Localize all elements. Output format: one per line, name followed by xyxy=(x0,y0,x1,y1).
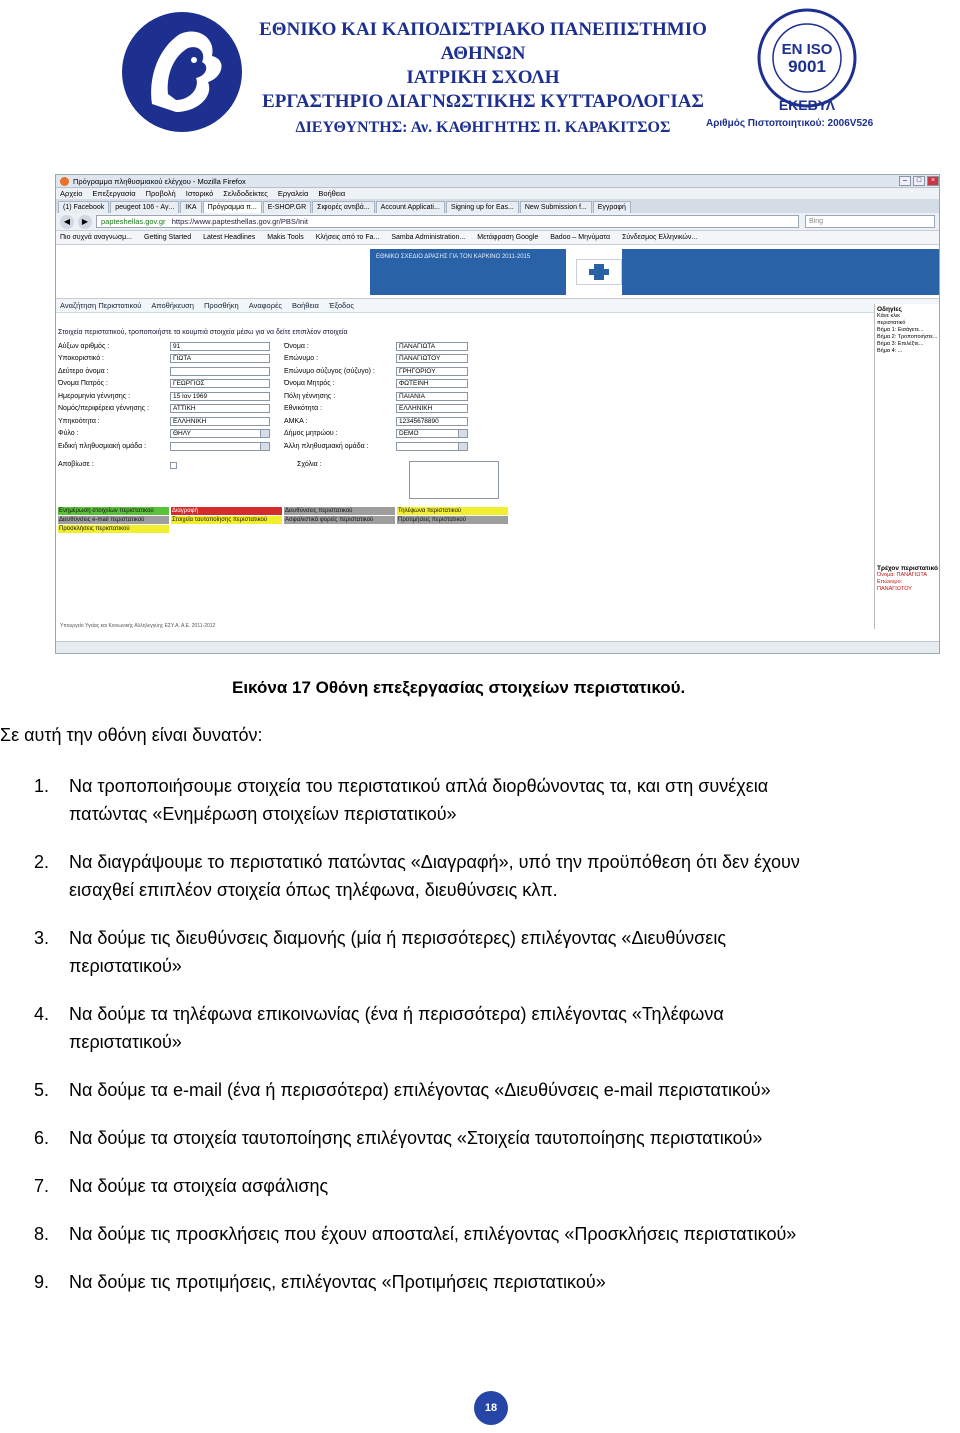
field-label: Όνομα Πατρός : xyxy=(58,380,108,388)
url-host: papteshellas.gov.gr xyxy=(101,217,166,226)
close-icon[interactable]: × xyxy=(927,176,939,186)
list-text: περιστατικού» xyxy=(69,1032,182,1052)
current-patient-title: Τρέχον περιστατικό xyxy=(877,565,938,572)
municipality-select[interactable]: DEMO xyxy=(396,429,468,438)
patient-form xyxy=(58,327,868,647)
birth-region-field[interactable]: ΑΤΤΙΚΗ xyxy=(170,404,270,413)
field-label: Όνομα : xyxy=(284,342,309,350)
nav-item[interactable]: Αποθήκευση xyxy=(151,301,194,310)
middle-name-field[interactable] xyxy=(170,367,270,376)
list-number: 6. xyxy=(34,1128,50,1148)
intro-paragraph: Σε αυτή την οθόνη είναι δυνατόν: xyxy=(0,725,263,745)
browser-tab[interactable]: peugeot 106 - Αγ... xyxy=(110,201,179,213)
surname-field[interactable]: ΠΑΝΑΓΙΩΤΟΥ xyxy=(396,354,468,363)
browser-tab[interactable]: Signing up for Eas... xyxy=(446,201,519,213)
list-item xyxy=(34,848,954,904)
status-bar xyxy=(56,641,939,653)
browser-tab[interactable]: Σιφορές αντιβά... xyxy=(312,201,375,213)
menu-item[interactable]: Βοήθεια xyxy=(318,189,346,198)
list-number: 9. xyxy=(34,1272,50,1292)
mother-name-field[interactable]: ΦΩΤΕΙΝΗ xyxy=(396,379,468,388)
current-patient-item: Επώνυμο: ΠΑΝΑΓΙΩΤΟΥ xyxy=(877,579,912,592)
banner-strip xyxy=(622,249,939,295)
field-label: Νομός/περιφέρεια γέννησης : xyxy=(58,405,149,413)
field-label: Πόλη γέννησης : xyxy=(284,392,336,400)
field-label: Επώνυμο σύζυγος (σύζυγο) : xyxy=(284,367,375,375)
document-header xyxy=(0,0,960,150)
email-addresses-button[interactable]: Διευθύνσεις e-mail περιστατικού xyxy=(58,516,169,524)
list-text: Να δούμε τα στοιχεία ταυτοποίησης επιλέγοντας «Στοιχεία ταυτοποίησης περιστατικού» xyxy=(69,1128,763,1148)
instructions-sidebar xyxy=(874,304,940,629)
bookmark-item[interactable]: Badoo – Μηνύματα xyxy=(550,234,611,241)
university-logo-icon xyxy=(118,8,246,136)
serial-number-field[interactable]: 91 xyxy=(170,342,270,351)
svg-text:9001: 9001 xyxy=(788,57,826,76)
field-label: Φύλο : xyxy=(58,430,79,438)
sidebar-title: Οδηγίες xyxy=(877,306,902,313)
site-banner xyxy=(56,245,939,299)
amka-field[interactable]: 12345678890 xyxy=(396,417,468,426)
list-number: 7. xyxy=(34,1176,50,1196)
nav-item[interactable]: Έξοδος xyxy=(328,301,354,310)
field-label: Υπηκοότητα : xyxy=(58,417,100,425)
menu-item[interactable]: Εργαλεία xyxy=(277,189,309,198)
current-patient-item: Όνομα: ΠΑΝΑΓΙΩΤΑ xyxy=(877,572,928,578)
list-text: Να δούμε τα e-mail (ένα ή περισσότερα) επιλέγοντας «Διευθύνσεις e-mail περιστατικού» xyxy=(69,1080,771,1100)
search-input[interactable]: Bing xyxy=(805,215,935,228)
window-title: Πρόγραμμα πληθυσμιακού ελέγχου - Mozilla Firefox xyxy=(73,176,246,186)
field-label: Ειδική πληθυσμιακή ομάδα : xyxy=(58,442,147,450)
bookmark-item[interactable]: Latest Headlines xyxy=(203,234,256,241)
list-number: 1. xyxy=(34,776,50,796)
special-group-select[interactable] xyxy=(170,442,270,451)
field-label: Ημερομηνία γέννησης : xyxy=(58,392,131,400)
sidebar-item: Βήμα 4: ... xyxy=(877,348,903,354)
deceased-label: Αποβίωσε : xyxy=(58,460,94,468)
sidebar-item: περιστατικό xyxy=(877,320,906,326)
first-name-field[interactable]: ΠΑΝΑΓΙΩΤΑ xyxy=(396,342,468,351)
nav-item[interactable]: Αναζήτηση Περιστατικού xyxy=(60,301,142,310)
field-label: ΑΜΚΑ : xyxy=(284,417,308,425)
firefox-icon xyxy=(60,177,69,186)
maximize-icon[interactable]: □ xyxy=(913,176,925,186)
navigation-bar xyxy=(56,213,939,231)
bookmark-item[interactable]: Σύνδεσμος Ελληνικών... xyxy=(622,234,698,241)
update-patient-button[interactable]: Ενημέρωση στοιχείων περιστατικού xyxy=(58,507,169,515)
sidebar-item: Βήμα 2: Τροποποιήστε... xyxy=(877,334,938,340)
browser-screenshot xyxy=(55,174,940,654)
preferences-button[interactable]: Προτιμήσεις περιστατικού xyxy=(397,516,508,524)
addresses-button[interactable]: Διευθύνσεις περιστατικού xyxy=(284,507,395,515)
phones-button[interactable]: Τηλέφωνα περιστατικού xyxy=(397,507,508,515)
list-number: 8. xyxy=(34,1224,50,1244)
citizenship-field[interactable]: ΕΛΛΗΝΙΚΗ xyxy=(170,417,270,426)
menu-item[interactable]: Σελιδοδείκτες xyxy=(223,189,268,198)
list-item xyxy=(34,1124,954,1152)
header-line-1: ΕΘΝΙΚΟ ΚΑΙ ΚΑΠΟΔΙΣΤΡΙΑΚΟ ΠΑΝΕΠΙΣΤΗΜΙΟ xyxy=(259,19,707,40)
field-label: Εθνικότητα : xyxy=(284,405,323,413)
bookmark-item[interactable]: Πιο συχνά αναγνωσμ... xyxy=(60,234,133,241)
list-item xyxy=(34,1220,954,1248)
insurance-button[interactable]: Ασφαλιστικά φορείς περιστατικού xyxy=(284,516,395,524)
nav-item[interactable]: Αναφορές xyxy=(248,301,282,310)
invitations-button[interactable]: Προσκλήσεις περιστατικού xyxy=(58,525,169,533)
bookmark-item[interactable]: Samba Administration... xyxy=(391,234,466,241)
svg-text:EN ISO: EN ISO xyxy=(781,41,833,58)
list-item xyxy=(34,1268,954,1296)
window-titlebar xyxy=(56,175,939,188)
header-line-5: ΔΙΕΥΘΥΝΤΗΣ: Αν. ΚΑΘΗΓΗΤΗΣ Π. ΚΑΡΑΚΙΤΣΟΣ xyxy=(295,119,671,136)
browser-tab[interactable]: New Submission f... xyxy=(520,201,592,213)
iso-certification-seal-icon xyxy=(748,6,866,114)
nickname-field[interactable]: ΓΙΩΤΑ xyxy=(170,354,270,363)
field-label: Όνομα Μητρός : xyxy=(284,380,335,388)
list-text: Να δούμε τα στοιχεία ασφάλισης xyxy=(69,1176,329,1196)
notes-label: Σχόλια : xyxy=(297,460,322,468)
svg-text:ΕΚΕΒΥΛ: ΕΚΕΒΥΛ xyxy=(778,97,836,113)
sex-select[interactable]: ΘΗΛΥ xyxy=(170,429,270,438)
list-text: Να δούμε τις διευθύνσεις διαμονής (μία ή περισσότερες) επιλέγοντας «Διευθύνσεις xyxy=(69,928,726,948)
menu-item[interactable]: Επεξεργασία xyxy=(92,189,136,198)
list-item xyxy=(34,1000,954,1056)
list-text: Να δούμε τις προσκλήσεις που έχουν αποσταλεί, επιλέγοντας «Προσκλήσεις περιστατικού» xyxy=(69,1224,797,1244)
field-label: Αύξων αριθμός : xyxy=(58,342,110,350)
birth-city-field[interactable]: ΠΑΙΑΝΙΑ xyxy=(396,392,468,401)
sidebar-item: Βήμα 3: Επιλέξτε... xyxy=(877,341,924,347)
list-text: πατώντας «Ενημέρωση στοιχείων περιστατικού» xyxy=(69,804,457,824)
capabilities-list xyxy=(34,772,954,1296)
ministry-cross-icon xyxy=(576,259,622,285)
list-number: 2. xyxy=(34,852,50,872)
tab-strip xyxy=(56,199,939,213)
list-text: εισαχθεί επιπλέον στοιχεία όπως τηλέφωνα, διευθύνσεις κλπ. xyxy=(69,880,558,900)
spouse-surname-field[interactable]: ΓΡΗΓΟΡΙΟΥ xyxy=(396,367,468,376)
header-line-4: ΕΡΓΑΣΤΗΡΙΟ ΔΙΑΓΝΩΣΤΙΚΗΣ ΚΥΤΤΑΡΟΛΟΓΙΑΣ xyxy=(262,91,704,112)
browser-tab[interactable]: (1) Facebook xyxy=(58,201,109,213)
bookmark-item[interactable]: Μετάφραση Google xyxy=(477,234,539,241)
ethnicity-field[interactable]: ΕΛΛΗΝΙΚΗ xyxy=(396,404,468,413)
bookmark-item[interactable]: Getting Started xyxy=(144,234,192,241)
forward-icon[interactable]: ▶ xyxy=(78,215,92,229)
list-number: 4. xyxy=(34,1004,50,1024)
bookmark-item[interactable]: Κλήσεις από το Fa... xyxy=(315,234,380,241)
list-item xyxy=(34,924,954,980)
site-footer: Υπουργείο Υγείας και Κοινωνικής Αλληλεγγύης ΕΣΥ.Α. Α.Ε. 2011-2012 xyxy=(60,623,216,629)
father-name-field[interactable]: ΓΕΩΡΓΙΟΣ xyxy=(170,379,270,388)
banner-text: ΕΘΝΙΚΟ ΣΧΕΔΙΟ ΔΡΑΣΗΣ ΓΙΑ ΤΟΝ ΚΑΡΚΙΝΟ 2011-2015 xyxy=(370,249,566,295)
list-number: 5. xyxy=(34,1080,50,1100)
list-item xyxy=(34,1172,954,1200)
menu-item[interactable]: Προβολή xyxy=(145,189,176,198)
delete-button[interactable]: Διαγραφή xyxy=(171,507,282,515)
sidebar-item: Βήμα 1: Εισάγετε... xyxy=(877,327,924,333)
nav-item[interactable]: Προσθήκη xyxy=(203,301,239,310)
field-label: Άλλη πληθυσμιακή ομάδα : xyxy=(284,442,369,450)
nav-item[interactable]: Βοήθεια xyxy=(291,301,319,310)
browser-tab-active[interactable]: Πρόγραμμα π... xyxy=(203,201,262,213)
bookmark-item[interactable]: Makis Tools xyxy=(267,234,304,241)
field-label: Επώνυμο : xyxy=(284,355,319,363)
menu-item[interactable]: Αρχείο xyxy=(60,189,83,198)
list-item xyxy=(34,772,954,828)
other-group-select[interactable] xyxy=(396,442,468,451)
header-line-2: ΑΘΗΝΩΝ xyxy=(440,43,526,64)
field-label: Δεύτερο όνομα : xyxy=(58,367,109,375)
identification-button[interactable]: Στοιχεία ταυτοποίησης περιστατικού xyxy=(171,516,282,524)
list-text: περιστατικού» xyxy=(69,956,182,976)
header-line-3: ΙΑΤΡΙΚΗ ΣΧΟΛΗ xyxy=(406,67,560,88)
notes-textarea[interactable] xyxy=(409,461,499,499)
browser-tab[interactable]: E-SHOP.GR xyxy=(263,201,311,213)
browser-tab[interactable]: Εγγραφή xyxy=(593,201,631,213)
field-label: Υποκοριστικό : xyxy=(58,355,104,363)
field-label: Δήμος μητρώου : xyxy=(284,430,338,438)
action-buttons xyxy=(58,507,508,533)
sidebar-item: Κάνε κλικ xyxy=(877,313,900,319)
menu-item[interactable]: Ιστορικό xyxy=(185,189,214,198)
list-number: 3. xyxy=(34,928,50,948)
menu-bar xyxy=(56,188,939,199)
form-heading: Στοιχεία περιστατικού, τροποποιήστε τα κουμπιά στοιχεία μέσω για να δείτε επιπλέον στοιχεία xyxy=(58,329,348,336)
url-bar[interactable] xyxy=(96,215,799,228)
birth-date-field[interactable]: 15 Ιαν 1969 xyxy=(170,392,270,401)
list-text: Να τροποποιήσουμε στοιχεία του περιστατικού απλά διορθώνοντας τα, και στη συνέχεια xyxy=(69,776,769,796)
page-number-badge: 18 xyxy=(474,1391,508,1425)
bookmarks-bar xyxy=(56,231,939,245)
list-text: Να δούμε τα τηλέφωνα επικοινωνίας (ένα ή περισσότερα) επιλέγοντας «Τηλέφωνα xyxy=(69,1004,724,1024)
back-icon[interactable]: ◀ xyxy=(60,215,74,229)
figure-caption: Εικόνα 17 Οθόνη επεξεργασίας στοιχείων περιστατικού. xyxy=(232,678,686,697)
certificate-number: Αριθμός Πιστοποιητικού: 2006V526 xyxy=(706,118,874,129)
list-text: Να δούμε τις προτιμήσεις, επιλέγοντας «Προτιμήσεις περιστατικού» xyxy=(69,1272,606,1292)
deceased-checkbox[interactable] xyxy=(170,462,177,469)
browser-tab[interactable]: Account Applicati... xyxy=(376,201,445,213)
url-text: https://www.paptesthellas.gov.gr/PBS/Init xyxy=(171,217,308,226)
browser-tab[interactable]: ΙΚΑ xyxy=(180,201,201,213)
list-text: Να διαγράψουμε το περιστατικό πατώντας «Διαγραφή», υπό την προϋπόθεση ότι δεν έχουν xyxy=(69,852,800,872)
site-nav xyxy=(56,299,939,313)
list-item xyxy=(34,1076,954,1104)
minimize-icon[interactable]: – xyxy=(899,176,911,186)
